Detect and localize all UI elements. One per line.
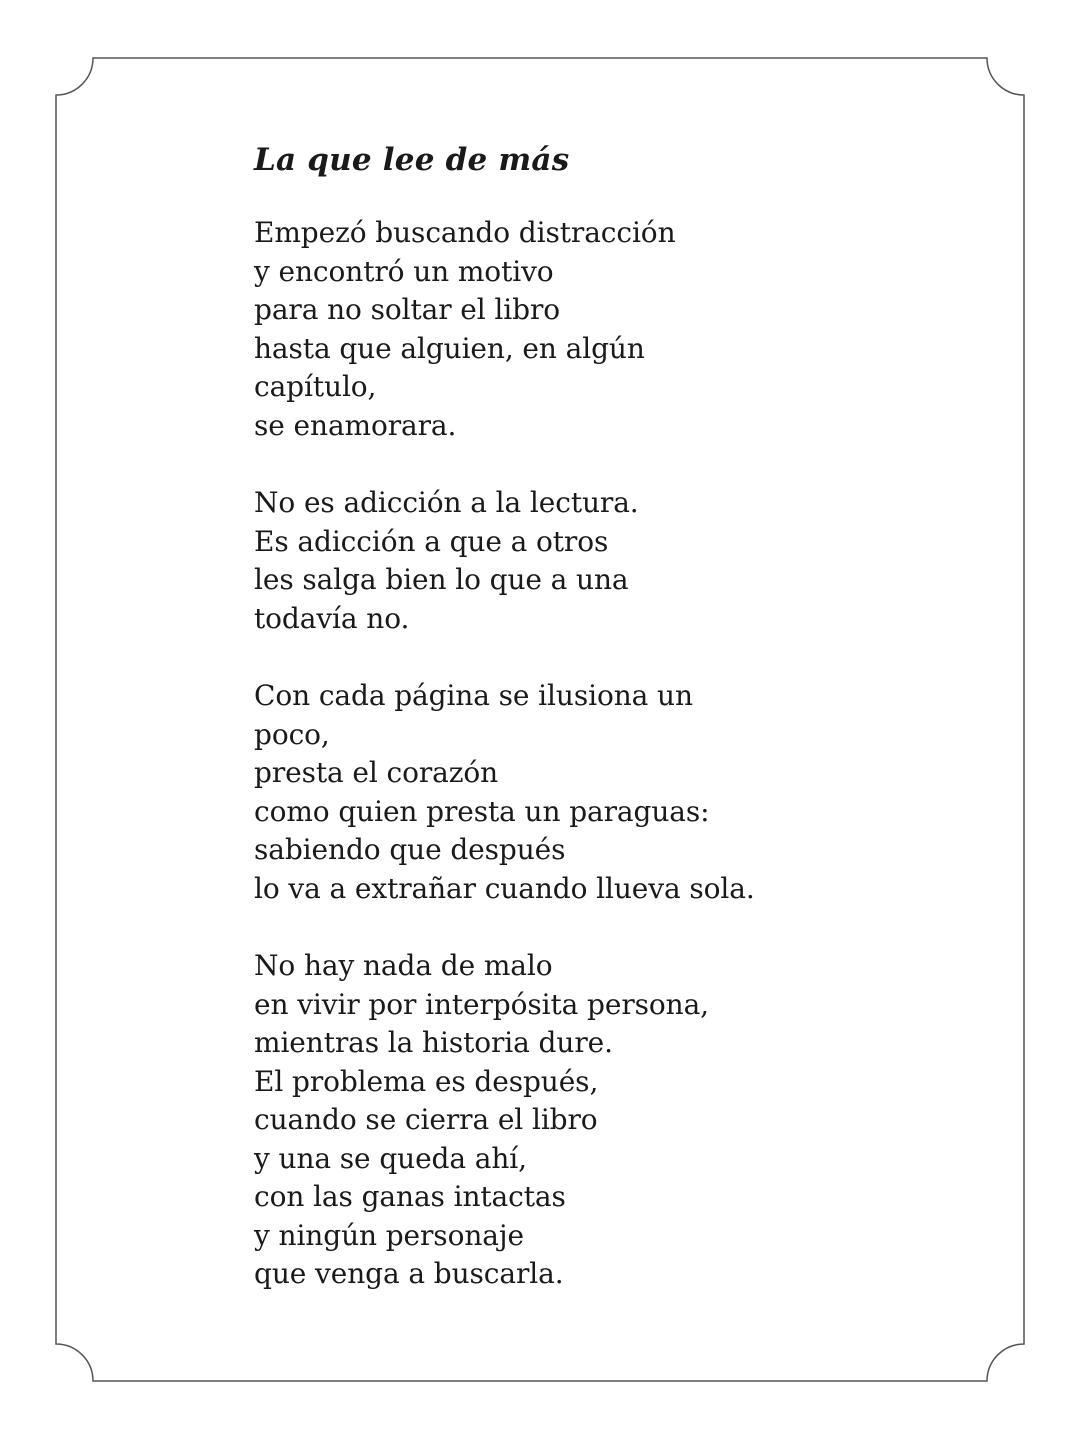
poem-title: La que lee de más xyxy=(254,142,570,178)
stanza-2 xyxy=(254,484,1014,638)
poem-line: y ningún personaje xyxy=(254,1218,524,1252)
poem-line: sabiendo que después xyxy=(254,833,566,866)
poem-line: poco, xyxy=(254,717,330,751)
stanza-1 xyxy=(254,214,1014,445)
poem-line: presta el corazón xyxy=(254,756,499,789)
poem-line: y encontró un motivo xyxy=(254,254,554,288)
poem-line: les salga bien lo que a una xyxy=(254,563,629,596)
poem-line: cuando se cierra el libro xyxy=(254,1103,598,1136)
stanza-4 xyxy=(254,947,1014,1294)
poem-line: que venga a buscarla. xyxy=(254,1257,564,1290)
poem-line: capítulo, xyxy=(254,370,377,403)
stanza-3 xyxy=(254,677,1014,908)
poem-line: El problema es después, xyxy=(254,1064,599,1098)
poem-line: y una se queda ahí, xyxy=(254,1141,527,1175)
poem-line: todavía no. xyxy=(254,601,410,635)
poem-line: No es adicción a la lectura. xyxy=(254,486,639,519)
poem-line: Es adicción a que a otros xyxy=(254,524,609,558)
poem-line: Con cada página se ilusiona un xyxy=(254,679,693,712)
poem-line: con las ganas intactas xyxy=(254,1180,566,1213)
poem xyxy=(254,138,1014,1333)
poem-line: lo va a extrañar cuando llueva sola. xyxy=(254,871,755,905)
poem-line: hasta que alguien, en algún xyxy=(254,331,645,365)
poem-line: mientras la historia dure. xyxy=(254,1026,613,1059)
poem-line: en vivir por interpósita persona, xyxy=(254,987,709,1021)
poem-line: como quien presta un paraguas: xyxy=(254,794,710,828)
poem-line: para no soltar el libro xyxy=(254,293,561,326)
poem-line: No hay nada de malo xyxy=(254,949,553,982)
poem-line: se enamorara. xyxy=(254,408,457,442)
poem-line: Empezó buscando distracción xyxy=(254,216,676,249)
